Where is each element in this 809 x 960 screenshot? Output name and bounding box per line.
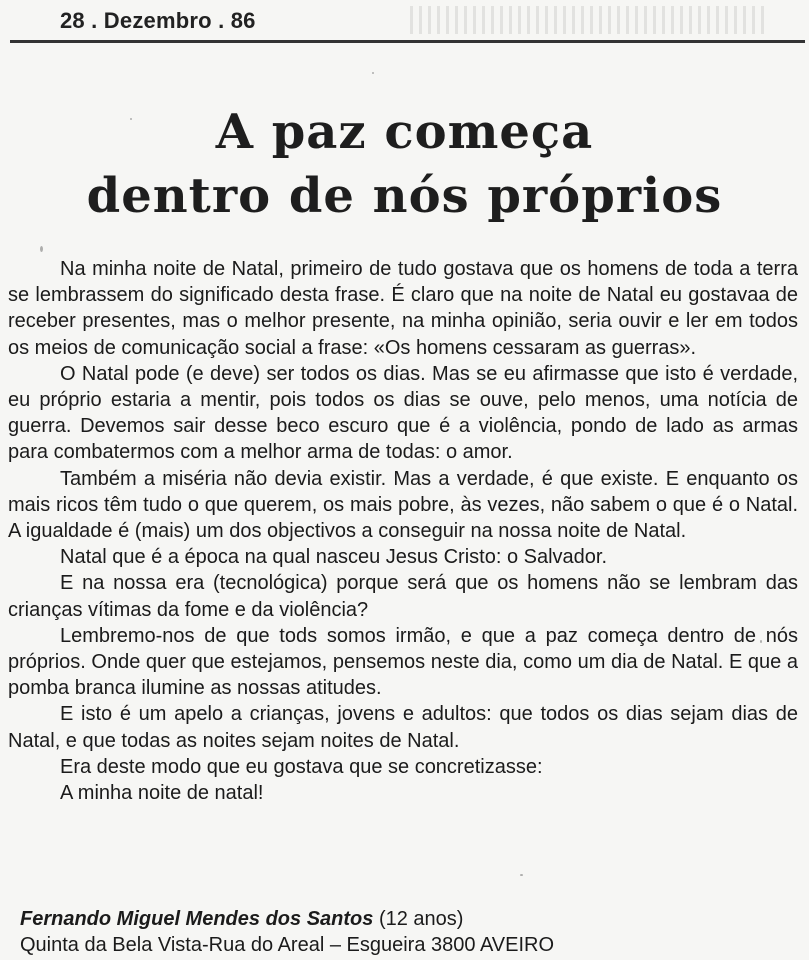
paragraph-3: Também a miséria não devia existir. Mas a verdade, é que existe. E enquanto os mais ricos têm tudo o que querem, os mais pobre, às vezes, não sabem o que é o Natal. A igualdade é (mais) um dos objectivos a conseguir na nossa noite de Natal.	[8, 467, 798, 543]
print-speck	[690, 482, 694, 484]
paragraph-9: A minha noite de natal!	[60, 782, 264, 805]
paragraph-2: O Natal pode (e deve) ser todos os dias. Mas se eu afirmasse que isto é verdade, eu próprio estaria a mentir, pois todos os dias se ouve, pelo menos, uma notícia de guerra. Devemos sair desse beco escuro que é a violência, pondo de lado as armas para combatermos com a melhor arma de todas: o amor.	[8, 362, 798, 464]
title-line-1: A paz começa	[215, 104, 594, 160]
paragraph-6: Lembremo-nos de que tods somos irmão, e que a paz começa dentro de nós próprios. Onde quer que estejamos, pensemos neste dia, como um dia de Natal. E que a pomba branca ilumine as nossas atitudes.	[8, 624, 798, 700]
header	[0, 0, 809, 44]
print-speck	[40, 246, 43, 252]
paragraph-4: Natal que é a época na qual nasceu Jesus Cristo: o Salvador.	[60, 546, 608, 569]
paragraph-7: E isto é um apelo a crianças, jovens e adultos: que todos os dias sejam dias de Natal, e que todas as noites sejam noites de Natal.	[8, 703, 798, 752]
article-body	[8, 256, 798, 806]
paragraph-5: E na nossa era (tecnológica) porque será que os homens não se lembram das crianças vítimas da fome e da violência?	[8, 572, 798, 621]
article-title	[0, 100, 809, 228]
header-rule	[10, 40, 805, 43]
print-speck	[760, 640, 762, 643]
print-speck	[372, 72, 374, 74]
print-speck	[130, 118, 132, 120]
paragraph-1: Na minha noite de Natal, primeiro de tudo gostava que os homens de toda a terra se lembrassem do significado desta frase. É claro que na noite de Natal eu gostavaa de receber presentes, mas o melhor presente, na minha opinião, seria ouvir e ler em todos os meios de comunicação social a frase: «Os homens cessaram as guerras».	[8, 258, 798, 359]
title-line-2: dentro de nós próprios	[86, 168, 723, 224]
paragraph-8: Era deste modo que eu gostava que se concretizasse:	[60, 755, 543, 778]
author-age: (12 anos)	[378, 908, 464, 930]
header-noise	[410, 6, 770, 34]
header-date: 28 . Dezembro . 86	[60, 8, 256, 33]
author-signature	[20, 906, 554, 958]
author-address: Quinta da Bela Vista-Rua do Areal – Esgueira 3800 AVEIRO	[20, 934, 555, 956]
print-speck	[520, 874, 523, 876]
author-name: Fernando Miguel Mendes dos Santos	[20, 908, 374, 930]
